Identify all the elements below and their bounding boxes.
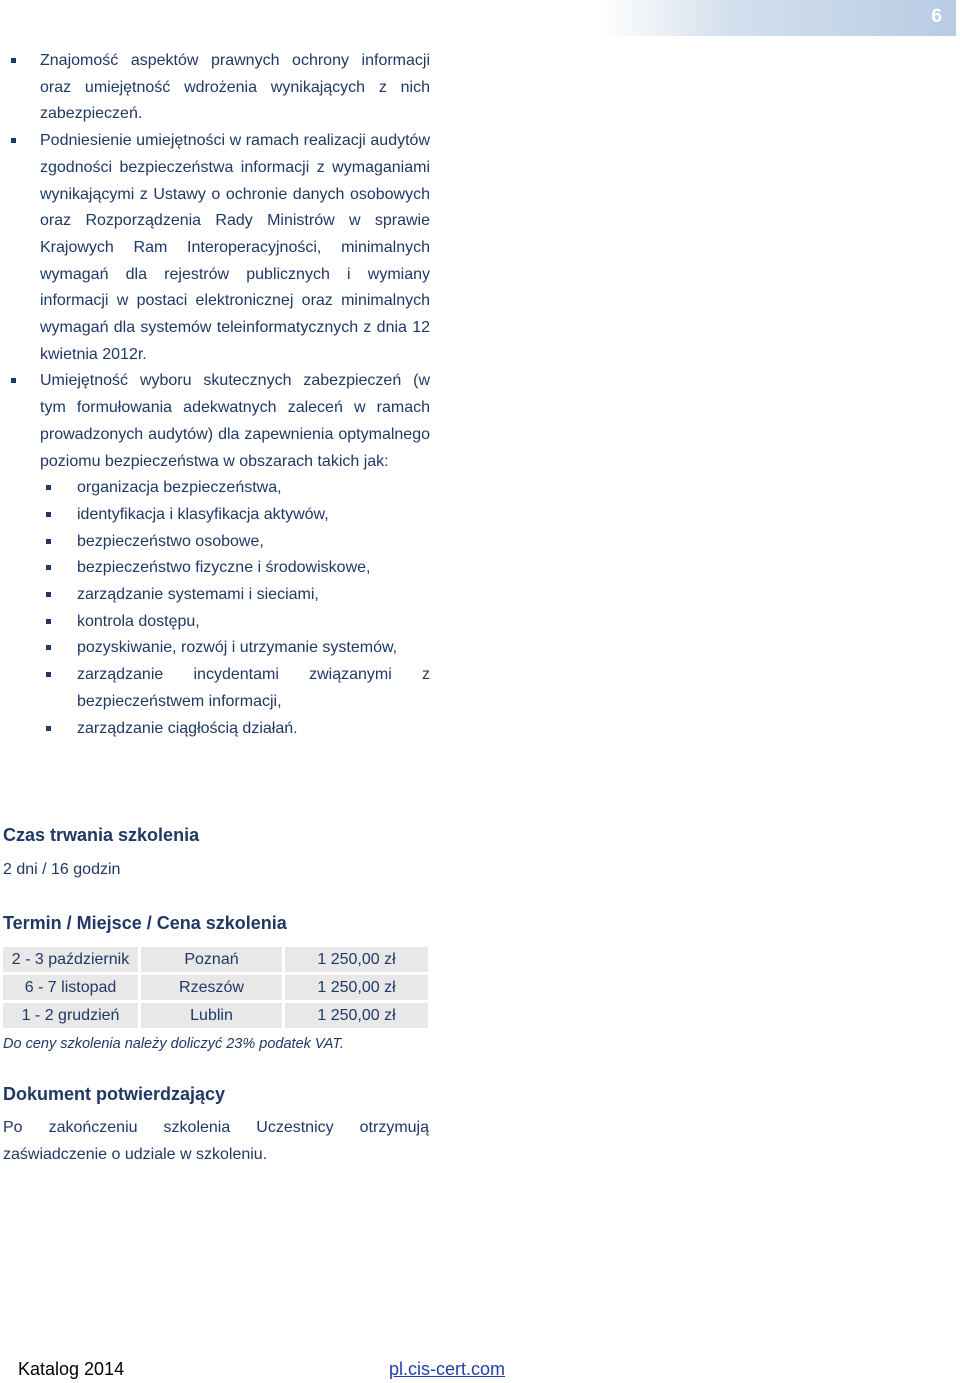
sub-bullet-item: zarządzanie incydentami związanymi z bezpieczeństwem informacji,: [40, 662, 430, 715]
price-cell: 1 250,00 zł: [285, 947, 428, 972]
document-heading: Dokument potwierdzający: [3, 1084, 226, 1104]
sub-bullet-item: kontrola dostępu,: [40, 609, 430, 636]
areas-sublist: [40, 475, 430, 742]
table-row: [3, 975, 428, 1000]
place-cell: Poznań: [141, 947, 282, 972]
page-number-bar: [600, 0, 956, 36]
bullet-item: Umiejętność wyboru skutecznych zabezpieczeń (w tym formułowania adekwatnych zaleceń w ramach prowadzonych audytów) dla zapewnienia optymalnego poziomu bezpieczeństwa w obszarach takich jak: organizacja bezpieczeństwa, identyfikacja i klasyfikacja aktywów, bezpieczeństwo osobowe, bezpieczeństwo fizyczne i środowiskowe, zarządzanie systemami i sieciami, kontrola dostępu, pozyskiwanie, rozwój i utrzymanie systemów, zarządzanie incydentami związanymi z bezpieczeństwem informacji, zarządzanie ciągłością działań.: [0, 368, 430, 742]
sub-bullet-item: pozyskiwanie, rozwój i utrzymanie systemów,: [40, 635, 430, 662]
objectives-list: [0, 48, 430, 742]
sub-bullet-item: bezpieczeństwo fizyczne i środowiskowe,: [40, 555, 430, 582]
place-cell: Rzeszów: [141, 975, 282, 1000]
sub-bullet-item: identyfikacja i klasyfikacja aktywów,: [40, 502, 430, 529]
bullet-item: Podniesienie umiejętności w ramach realizacji audytów zgodności bezpieczeństwa informacji z wymaganiami wynikającymi z Ustawy o ochronie danych osobowych oraz Rozporządzenia Rady Ministrów w sprawie Krajowych Ram Interoperacyjności, minimalnych wymagań dla rejestrów publicznych i wymiany informacji w postaci elektronicznej oraz minimalnych wymagań dla systemów teleinformatycznych z dnia 12 kwietnia 2012r.: [0, 128, 430, 368]
price-cell: 1 250,00 zł: [285, 1003, 428, 1028]
document-text: Po zakończeniu szkolenia Uczestnicy otrzymują zaświadczenie o udziale w szkoleniu.: [3, 1119, 429, 1163]
date-cell: 6 - 7 listopad: [3, 975, 138, 1000]
sub-bullet-item: bezpieczeństwo osobowe,: [40, 529, 430, 556]
sub-bullet-item: organizacja bezpieczeństwa,: [40, 475, 430, 502]
schedule-table: [0, 944, 431, 1031]
website-link[interactable]: pl.cis-cert.com: [389, 1359, 506, 1379]
page-number: 6: [931, 6, 942, 27]
table-row: [3, 1003, 428, 1028]
date-cell: 2 - 3 październik: [3, 947, 138, 972]
place-cell: Lublin: [141, 1003, 282, 1028]
duration-heading: Czas trwania szkolenia: [3, 825, 200, 845]
date-cell: 1 - 2 grudzień: [3, 1003, 138, 1028]
schedule-heading: Termin / Miejsce / Cena szkolenia: [3, 913, 287, 933]
duration-value: 2 dni / 16 godzin: [3, 861, 121, 878]
table-row: [3, 947, 428, 972]
price-cell: 1 250,00 zł: [285, 975, 428, 1000]
bullet-item: Znajomość aspektów prawnych ochrony informacji oraz umiejętność wdrożenia wynikających z nich zabezpieczeń.: [0, 48, 430, 128]
sub-bullet-item: zarządzanie ciągłością działań.: [40, 716, 430, 743]
sub-bullet-item: zarządzanie systemami i sieciami,: [40, 582, 430, 609]
vat-note: Do ceny szkolenia należy doliczyć 23% podatek VAT.: [3, 1036, 344, 1052]
catalog-label: Katalog 2014: [18, 1359, 125, 1379]
